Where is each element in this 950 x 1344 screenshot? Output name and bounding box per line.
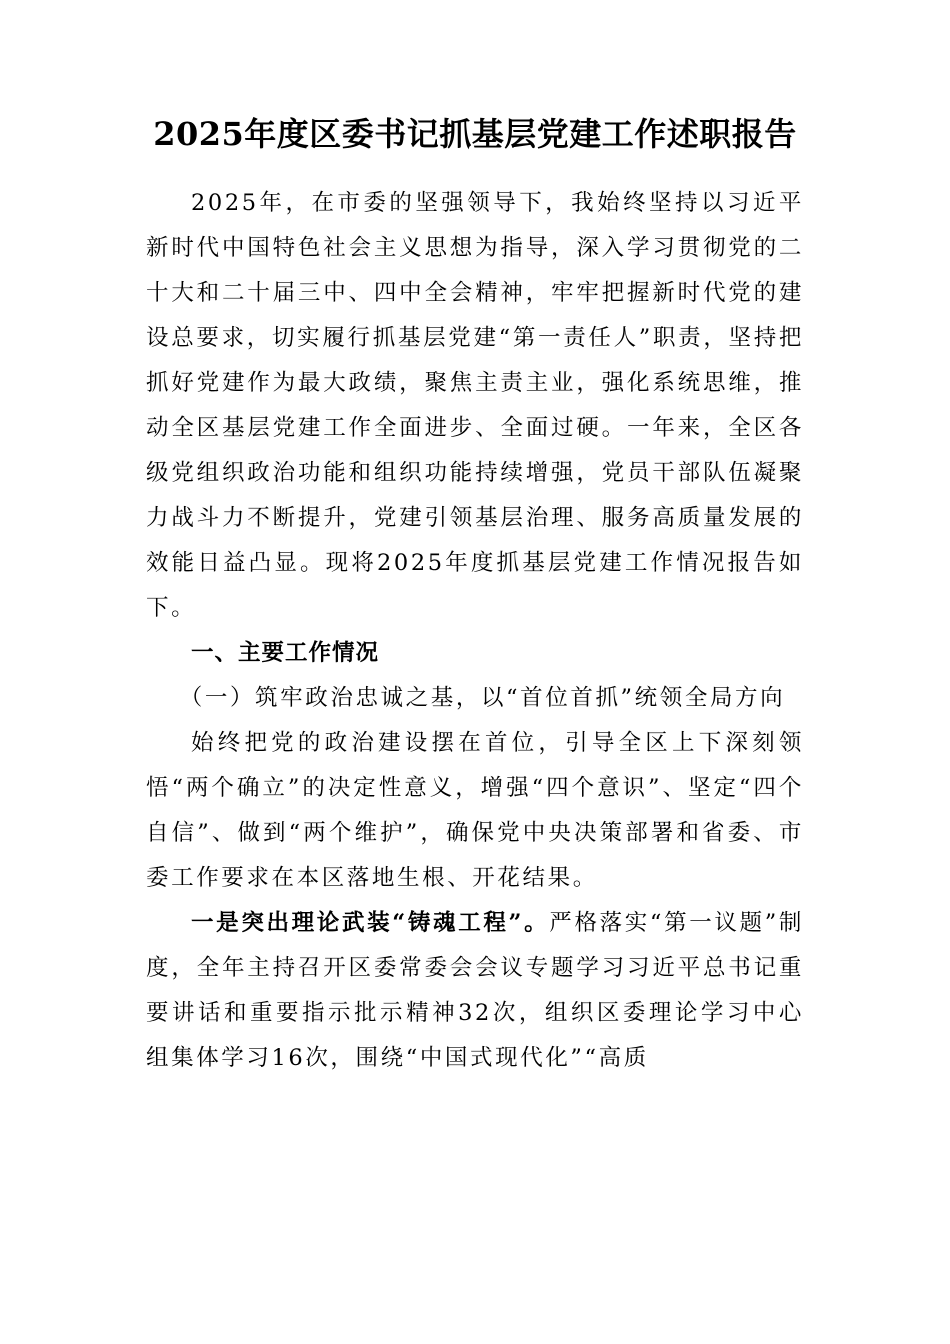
document-title: 2025年度区委书记抓基层党建工作述职报告 [153,115,797,153]
intro-paragraph: 2025年，在市委的坚强领导下，我始终坚持以习近平新时代中国特色社会主义思想为指导，深入学习贯彻党的二十大和二十届三中、四中全会精神，牢牢把握新时代党的建设总要求，切实履行抓基层党建“第一责任人”职责，坚持把抓好党建作为最大政绩，聚焦主责主业，强化系统思维，推动全区基层党建工作全面进步、全面过硬。一年来，全区各级党组织政治功能和组织功能持续增强，党员干部队伍凝聚力战斗力不断提升，党建引领基层治理、服务高质量发展的效能日益凸显。现将2025年度抓基层党建工作情况报告如下。 [146,190,804,621]
subsection-paragraph: 始终把党的政治建设摆在首位，引导全区上下深刻领悟“两个确立”的决定性意义，增强“四个意识”、坚定“四个自信”、做到“两个维护”，确保党中央决策部署和省委、市委工作要求在本区落地生根、开花结果。 [146,730,804,891]
point-lead: 一是突出理论武装“铸魂工程”。 [191,910,550,936]
point-paragraph [146,901,804,1081]
subsection-heading: （一）筑牢政治忠诚之基，以“首位首抓”统领全局方向 [179,685,786,711]
point-text: 严格落实“第一议题”制度，全年主持召开区委常委会会议专题学习习近平总书记重要讲话和重要指示批示精神32次，组织区委理论学习中心组集体学习16次，围绕“中国式现代化”“高质 [146,910,805,1071]
document-body [146,181,804,1081]
section-heading: 一、主要工作情况 [191,640,380,666]
